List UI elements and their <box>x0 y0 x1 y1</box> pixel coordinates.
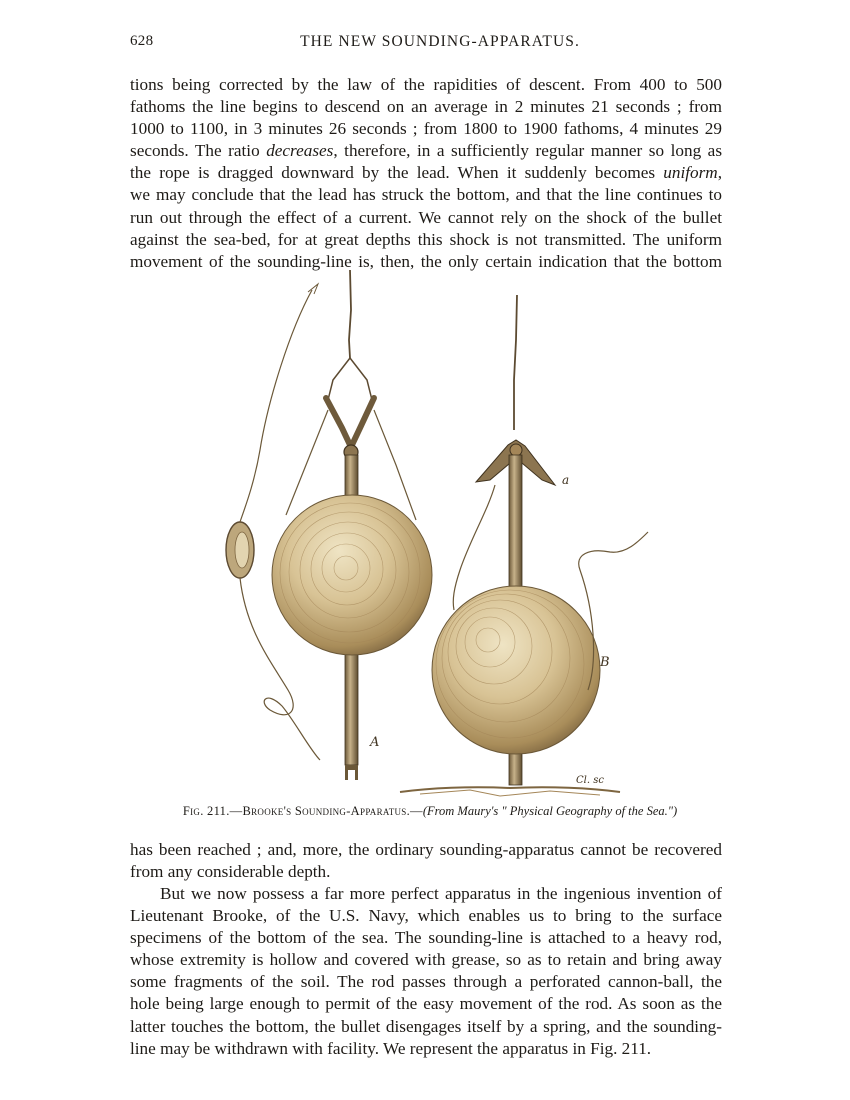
text-run: , therefore, in a sufficiently regular manner so long as <box>333 141 723 161</box>
label-B: B <box>600 655 610 670</box>
running-title: THE NEW SOUNDING-APPARATUS. <box>300 33 580 50</box>
figure-211-illustration <box>170 270 650 800</box>
italic-word: decreases <box>266 141 334 161</box>
text-line: some fragments of the soil. The rod passes through a perforated cannon-ball, the <box>130 972 722 992</box>
paragraph-1 <box>130 74 722 273</box>
text-line: we may conclude that the lead has struck the bottom, and that the line continues to <box>130 185 722 205</box>
text-line <box>130 140 722 162</box>
text-line: whose extremity is hollow and covered with grease, so as to retain and bring away <box>130 950 722 970</box>
text-line: Lieutenant Brooke, of the U.S. Navy, which enables us to bring to the surface <box>130 906 722 926</box>
text-line: 1000 to 1100, in 3 minutes 26 seconds ; from 1800 to 1900 fathoms, 4 minutes 29 <box>130 119 722 139</box>
engraver-signature: Cl. sc <box>576 775 604 786</box>
running-head <box>130 33 722 55</box>
text-line: But we now possess a far more perfect apparatus in the ingenious invention of <box>160 884 722 903</box>
text-line: hole being large enough to permit of the easy movement of the rod. As soon as the <box>130 994 722 1014</box>
text-run: the rope is dragged downward by the lead. When it suddenly becomes <box>130 163 664 183</box>
page-number: 628 <box>130 33 154 49</box>
caption-figure-number: Fig. 211. <box>182 804 230 818</box>
text-line: fathoms the line begins to descend on an average in 2 minutes 21 seconds ; from <box>130 97 722 117</box>
text-run: , <box>717 163 722 183</box>
text-line: line may be withdrawn with facility. We represent the apparatus in Fig. 211. <box>130 1038 652 1058</box>
paragraph-2 <box>130 839 722 883</box>
sounding-apparatus-engraving <box>170 270 650 800</box>
text-line: specimens of the bottom of the sea. The sounding-line is attached to a heavy rod, <box>130 928 722 948</box>
text-line: from any considerable depth. <box>130 862 331 882</box>
figure-caption <box>140 804 720 819</box>
text-line: movement of the sounding-line is, then, the only certain indication that the bottom <box>130 251 722 271</box>
text-line: run out through the effect of a current. We cannot rely on the shock of the bullet <box>130 207 722 227</box>
label-a: a <box>562 473 570 487</box>
apparatus-b <box>400 295 648 796</box>
paragraph-3 <box>130 883 722 1060</box>
caption-source: (From Maury's " Physical Geography of the Sea.") <box>422 804 678 818</box>
text-line: against the sea-bed, for at great depths this shock is not transmitted. The uniform <box>130 229 722 249</box>
text-run: seconds. The ratio <box>130 141 267 161</box>
text-line: has been reached ; and, more, the ordinary sounding-apparatus cannot be recovered <box>130 840 722 859</box>
text-line <box>130 162 722 184</box>
caption-title: —Brooke's Sounding-Apparatus.— <box>229 804 423 818</box>
apparatus-a <box>226 270 432 780</box>
text-line: tions being corrected by the law of the rapidities of descent. From 400 to 500 <box>130 75 722 94</box>
label-A: A <box>370 735 380 750</box>
italic-word: uniform <box>663 163 718 183</box>
text-line: latter touches the bottom, the bullet disengages itself by a spring, and the sounding- <box>130 1016 722 1036</box>
